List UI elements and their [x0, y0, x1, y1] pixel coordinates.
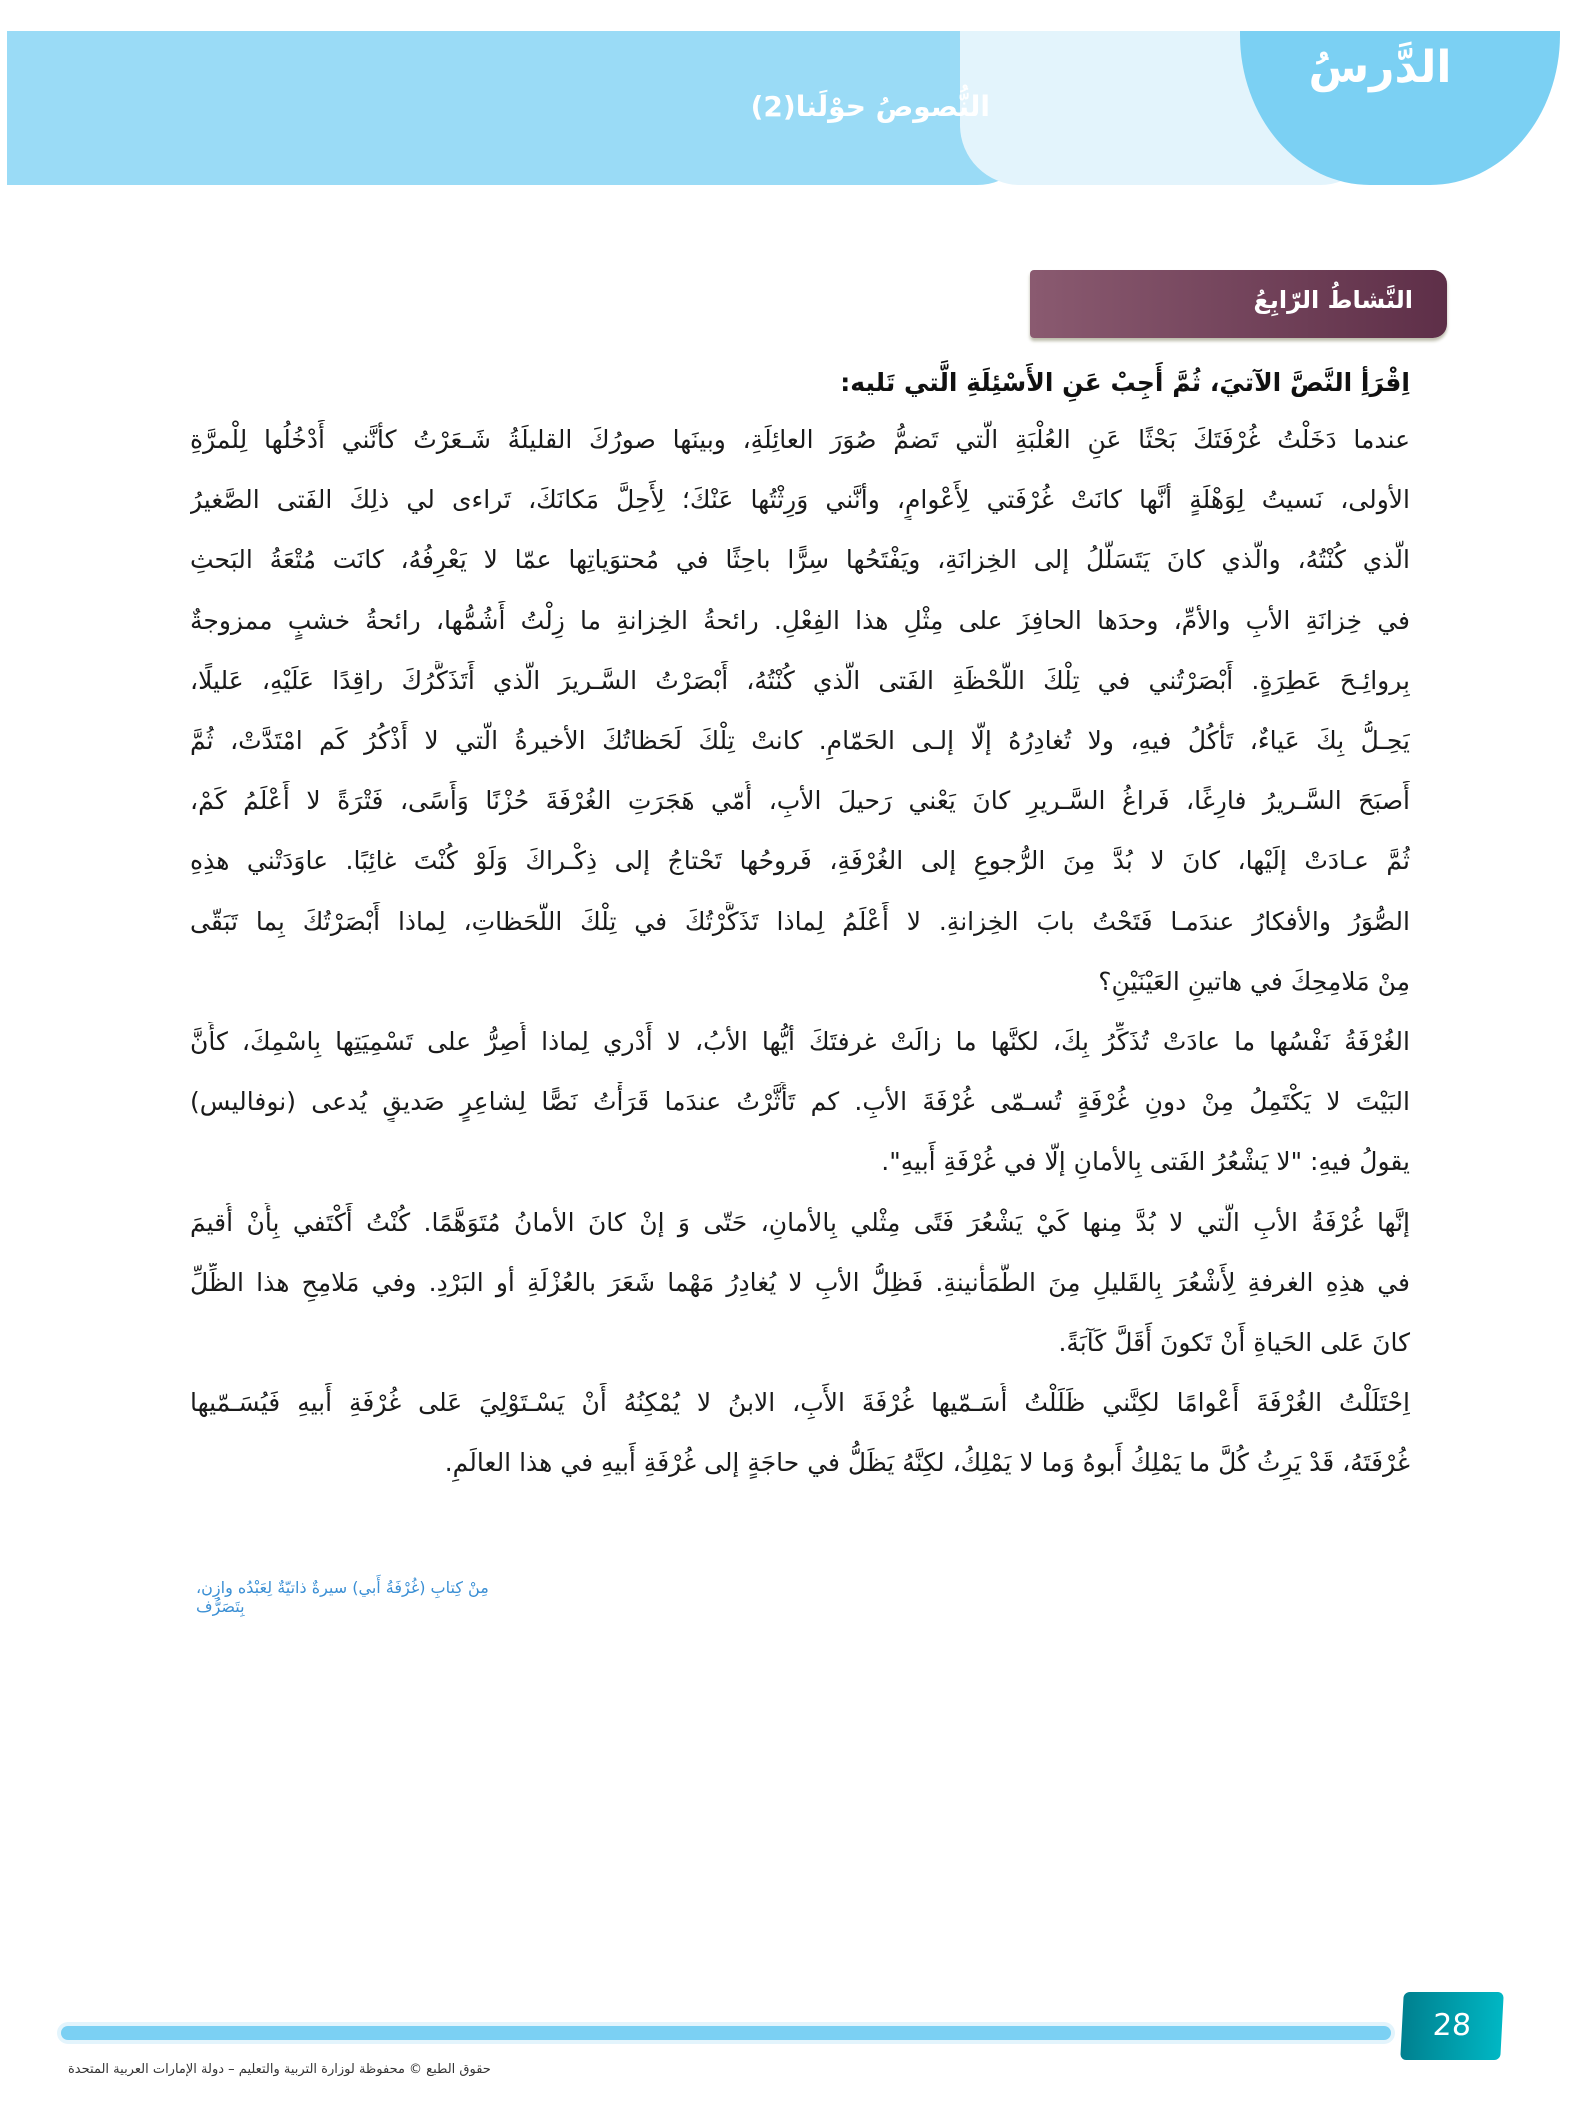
passage-line: بِروائِـحَ عَطِرَةٍ. أَبْصَرْتُني في تِلْكَ اللَّحْظَةِ الفَتى الَّذي كُنْتُهُ، أَبْصَرْتُ السَّـريرَ الَّذي أَتَذَكَّرُكَ راقِدًا عَلَيْهِ، عَليلًا، [190, 665, 1410, 695]
lesson-label: الدَّرسُ [1308, 42, 1452, 93]
passage-line: يَحِـلُّ بِكَ عَياءٌ، تَأْكُلُ فيهِ، ولا تُغادِرُهُ إلّا إلـى الحَمّامِ. كانتْ تِلْكَ لَحَظاتُكَ الأخيرةُ الّتي لا أَذْكُرُ كَم امْتَدَّتْ، ثُمَّ [190, 726, 1410, 755]
passage-line: الغُرْفَةُ نَفْسُها ما عادَتْ تُذَكِّرُ بِكَ، لكنَّها ما زالَتْ غرفتَكَ أيُّها الأبُ، لا أَدْري لِماذا أُصِرُّ على تَسْمِيَتِها بِاسْمِكَ، كأَنَّ [190, 1027, 1410, 1056]
passage-line: في هذِهِ الغرفةِ لِأَشْعُرَ بِالقَليلِ مِنَ الطُّمَأْنينةِ. فَظِلُّ الأبِ لا يُغادِرُ مَهْما شَعَرَ بالعُزْلَةِ أو البَرْدِ. وفي مَلامِحِ هذا الظِّلِّ [190, 1267, 1410, 1297]
source-citation: مِنْ كِتابِ (غُرْفَةُ أَبي) سيرةٌ ذاتيّةٌ لِعَبْدُه وازِن، بِتَصَرُّف [196, 1578, 489, 1616]
passage-line: البَيْتَ لا يَكْتَمِلُ مِنْ دونِ غُرْفَةٍ تُسـمّى غُرْفَةَ الأبِ. كم تَأَثَّرْتُ عندَما قَرَأْتُ نَصًّا لِشاعِرٍ صَديقٍ يُدعى (نوفاليس) [190, 1087, 1410, 1117]
page-number: 28 [1400, 1992, 1504, 2060]
passage-line: أَصبَحَ السَّـريرُ فارِغًا، فَراغُ السَّـريرِ كانَ يَعْني رَحيلَ الأبِ، أُمّي هَجَرَتِ الغُرْفَةَ حُزْنًا وَأَسًى، فَتْرَةً لا أَعْلَمُ كَمْ، [190, 786, 1410, 816]
passage-line: الَّذي كُنْتُهُ، والَّذي كانَ يَتَسَلَّلُ إلى الخِزانَةِ، ويَفْتَحُها سِرًّا باحِثًا في مُحتوَياتِها عمّا لا يَعْرِفُهُ، كانَت مُتْعَةُ البَحثِ [190, 545, 1410, 575]
passage-line: يقولُ فيهِ: "لا يَشْعُرُ الفَتى بِالأمانِ إلّا في غُرْفَةِ أَبيهِ". [881, 1147, 1410, 1177]
passage-line: في خِزانَةِ الأبِ والأمِّ، وحدَها الحافِزَ على مِثْلِ هذا الفِعْلِ. رائحةُ الخِزانةِ ما زِلْتُ أَشُمُّها، رائحةُ خشبٍ ممزوجةٌ [190, 605, 1410, 635]
footer-bar [61, 2026, 1391, 2040]
activity-label: النَّشاطُ الرّابِعُ [1253, 286, 1413, 314]
passage-line: الأولى، نَسيتُ لِوَهْلَةٍ أنَّها كانَتْ غُرْفَتي لِأَعْوامٍ، وأنَّني وَرِثْتُها عَنْكَ؛ لِأَحِلَّ مَكانَكَ، تَراءى لي ذلِكَ الفَتى الصَّغيرُ [190, 485, 1410, 515]
passage-line: غُرْفَتَهُ، قَدْ يَرِثُ كُلَّ ما يَمْلِكُ أَبوهُ وَما لا يَمْلِكُ، لكِنَّهُ يَظَلُّ في حاجَةٍ إلى غُرْفَةِ أَبيهِ في هذا العالَمِ. [444, 1448, 1410, 1478]
lesson-subtitle: النُّصوصُ حوْلَنا(2) [750, 90, 990, 123]
activity-label-box [1030, 270, 1447, 338]
passage-line: ثُمَّ عـادَتْ إلَيْها، كانَ لا بُدَّ مِنَ الرُّجوعِ إلى الغُرْفَةِ، فَروحُها تَحْتاجُ إلى ذِكْـراكَ وَلَوْ كُنْتَ غائِبًا. عاوَدَتْني هذِهِ [190, 846, 1410, 876]
passage-line: عندما دَخَلْتُ غُرْفَتَكَ بَحْثًا عَنِ العُلْبَةِ الَّتي تَضمُّ صُوَرَ العائِلَةِ، وبينَها صورُكَ القليلَةُ شَـعَرْتُ كأنَّني أَدْخُلُها لِلْمرَّةِ [190, 425, 1410, 454]
copyright: حقوق الطبع © محفوظة لوزارة التربية والتعليم – دولة الإمارات العربية المتحدة [68, 2062, 491, 2077]
instruction: اِقْرَأِ النَّصَّ الآتيَ، ثُمَّ أَجِبْ عَنِ الأَسْئِلَةِ الَّتي تَليه: [840, 368, 1410, 397]
passage-line: الصُّوَرُ والأفكارُ عندَمـا فَتَحْتُ بابَ الخِزانةِ. لا أَعْلَمُ لِماذا تَذَكَّرْتُكَ في تِلْكَ اللَّحَظاتِ، لِماذا أَبْصَرْتُكَ بِما تَبَقّى [190, 906, 1410, 936]
passage-line: كانَ عَلى الحَياةِ أَنْ تَكونَ أَقَلَّ كَآبَةً. [1058, 1328, 1410, 1357]
passage-line: اِحْتَلَلْتُ الغُرْفَةَ أَعْوامًا لكِنَّني ظَلَلْتُ أُسَـمّيها غُرْفَةَ الأَبِ، الابنُ لا يُمْكِنُهُ أَنْ يَسْـتَوْلِيَ عَلى غُرْفَةِ أَبيهِ فَيُسَـمّيها [190, 1388, 1410, 1418]
passage-line: مِنْ مَلامِحِكَ في هاتينِ العَيْنَيْنِ؟ [1098, 966, 1410, 996]
passage-line: إنَّها غُرْفَةُ الأبِ الَّتي لا بُدَّ مِنها كَيْ يَشْعُرَ فَتًى مِثْلي بِالأمانِ، حَتّى وَ إنْ كانَ الأمانُ مُتَوَهَّمًا. كُنْتُ أَكْتَفي بِأَنْ أُقيمَ [190, 1207, 1410, 1237]
